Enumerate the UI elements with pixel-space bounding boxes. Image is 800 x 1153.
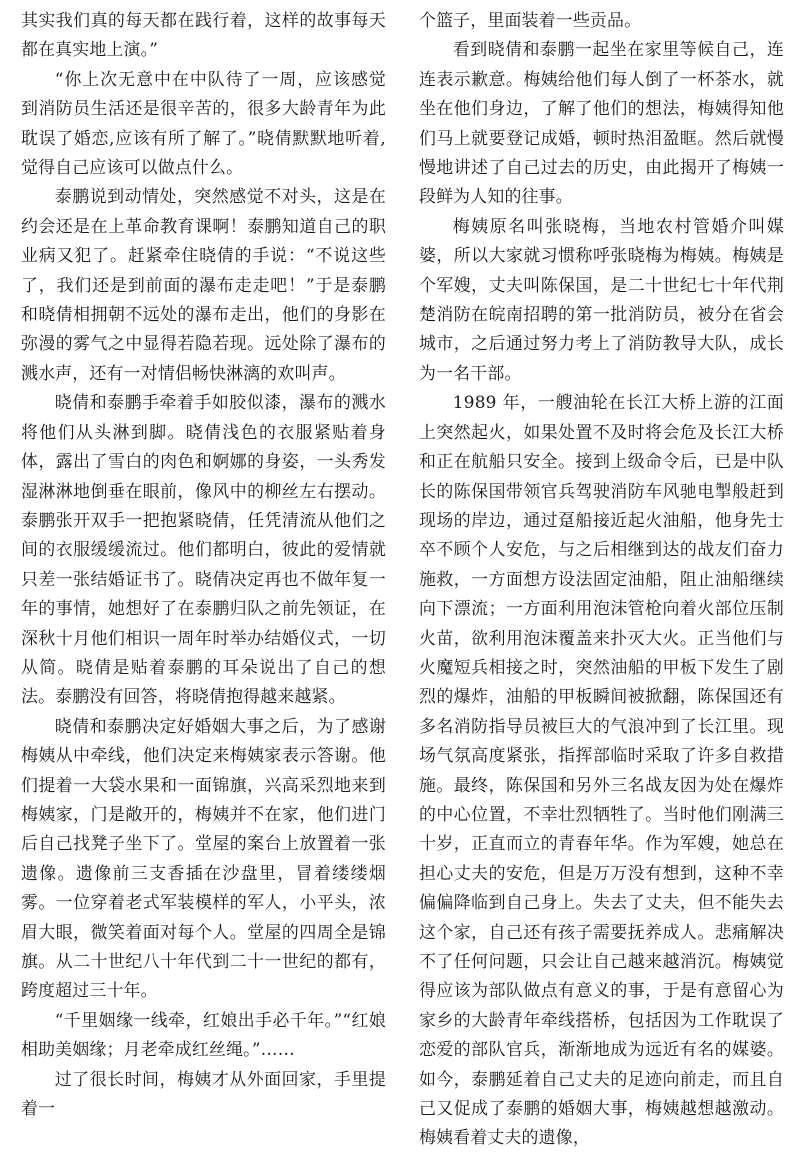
paragraph-continuation: 个篮子，里面装着一些贡品。 xyxy=(419,10,642,30)
paragraph: 看到晓倩和泰鹏一起坐在家里等候自己，连连表示歉意。梅姨给他们每人倒了一杯茶水，就坐在他们身边，了解了他们的想法，梅姨得知他们马上就要登记成婚，顿时热泪盈眶。然后就慢慢地讲述了自己过去的历史，由此揭开了梅姨一段鲜为人知的往事。 xyxy=(419,39,784,207)
paragraph: 晓倩和泰鹏手牵着手如胶似漆，瀑布的溅水将他们从头淋到脚。晓倩浅色的衣服紧贴着身体，露出了雪白的肉色和婀娜的身姿，一头秀发湿淋淋地倒垂在眼前，像风中的柳丝左右摆动。泰鹏张开双手一把抱紧晓倩，任凭清流从他们之间的衣服缓缓流过。他们都明白，彼此的爱情就只差一张结婚证书了。晓倩决定再也不做年复一年的事情，她想好了在泰鹏归队之前先领证，在深秋十月他们相识一周年时举办结婚仪式，一切从简。晓倩是贴着泰鹏的耳朵说出了自己的想法。泰鹏没有回答，将晓倩抱得越来越紧。 xyxy=(21,392,386,707)
paragraph: 梅姨原名叫张晓梅，当地农村管婚介叫媒婆，所以大家就习惯称呼张晓梅为梅姨。梅姨是个军嫂，丈夫叫陈保国，是二十世纪七十年代荆楚消防在皖南招聘的第一批消防员，被分在省会城市，之后通过努力考上了消防教导大队，成长为一名干部。 xyxy=(419,215,784,383)
paragraph-continuation: 其实我们真的每天都在践行着，这样的故事每天都在真实地上演。” xyxy=(21,10,386,60)
paragraph: 晓倩和泰鹏决定好婚姻大事之后，为了感谢梅姨从中牵线，他们决定来梅姨家表示答谢。他们提着一大袋水果和一面锦旗，兴高采烈地来到梅姨家，门是敞开的，梅姨并不在家，他们进门后自己找凳子坐下了。堂屋的案台上放置着一张遗像。遗像前三支香插在沙盘里，冒着缕缕烟雾。一位穿着老式军装模样的军人，小平头，浓眉大眼，微笑着面对每个人。堂屋的四周全是锦旗。从二十世纪八十年代到二十一世纪的都有，跨度超过三十年。 xyxy=(21,715,386,1001)
paragraph: 过了很长时间，梅姨才从外面回家，手里提着一 xyxy=(21,1068,386,1119)
left-column xyxy=(21,6,386,1123)
paragraph: “你上次无意中在中队待了一周，应该感觉到消防员生活还是很辛苦的，很多大龄青年为此耽误了婚恋,应该有所了解了。”晓倩默默地听着,觉得自己应该可以做点什么。 xyxy=(21,68,386,178)
paragraph: 泰鹏说到动情处，突然感觉不对头，这是在约会还是在上革命教育课啊！泰鹏知道自己的职业病又犯了。赶紧牵住晓倩的手说：“不说这些了，我们还是到前面的瀑布走走吧！”于是泰鹏和晓倩相拥朝不远处的瀑布走出，他们的身影在弥漫的雾气之中显得若隐若现。远处除了瀑布的溅水声，还有一对情侣畅快淋漓的欢叫声。 xyxy=(21,186,386,383)
right-column xyxy=(419,6,784,1153)
paragraph: 1989 年，一艘油轮在长江大桥上游的江面上突然起火，如果处置不及时将会危及长江大桥和正在航船只安全。接到上级命令后，已是中队长的陈保国带领官兵驾驶消防车风驰电掣般赶到现场的岸边，通过趸船接近起火油船，他身先士卒不顾个人安危，与之后相继到达的战友们奋力施救，一方面想方设法固定油船，阻止油船继续向下漂流；一方面利用泡沫管枪向着火部位压制火苗，欲利用泡沫覆盖来扑灭大火。正当他们与火魔短兵相接之时，突然油船的甲板下发生了剧烈的爆炸，油船的甲板瞬间被掀翻，陈保国还有多名消防指导员被巨大的气浪冲到了长江里。现场气氛高度紧张，指挥部临时采取了许多自救措施。最终，陈保国和另外三名战友因为处在爆炸的中心位置，不幸壮烈牺牲了。当时他们刚满三十岁，正直而立的青春年华。作为军嫂，她总在担心丈夫的安危，但是万万没有想到，这种不幸偏偏降临到自己身上。失去了丈夫，但不能失去这个家，自己还有孩子需要抚养成人。悲痛解决不了任何问题，只会让自己越来越消沉。梅姨觉得应该为部队做点有意义的事，于是有意留心为家乡的大龄青年牵线搭桥，包括因为工作耽误了恋爱的部队官兵，渐渐地成为远近有名的媒婆。如今，泰鹏延着自己丈夫的足迹向前走，而且自己又促成了泰鹏的婚姻大事，梅姨越想越激动。梅姨看着丈夫的遗像， xyxy=(419,392,784,1148)
paragraph: “千里姻缘一线牵，红娘出手必千年。”“红娘相助美姻缘；月老牵成红丝绳。”…… xyxy=(21,1009,386,1060)
